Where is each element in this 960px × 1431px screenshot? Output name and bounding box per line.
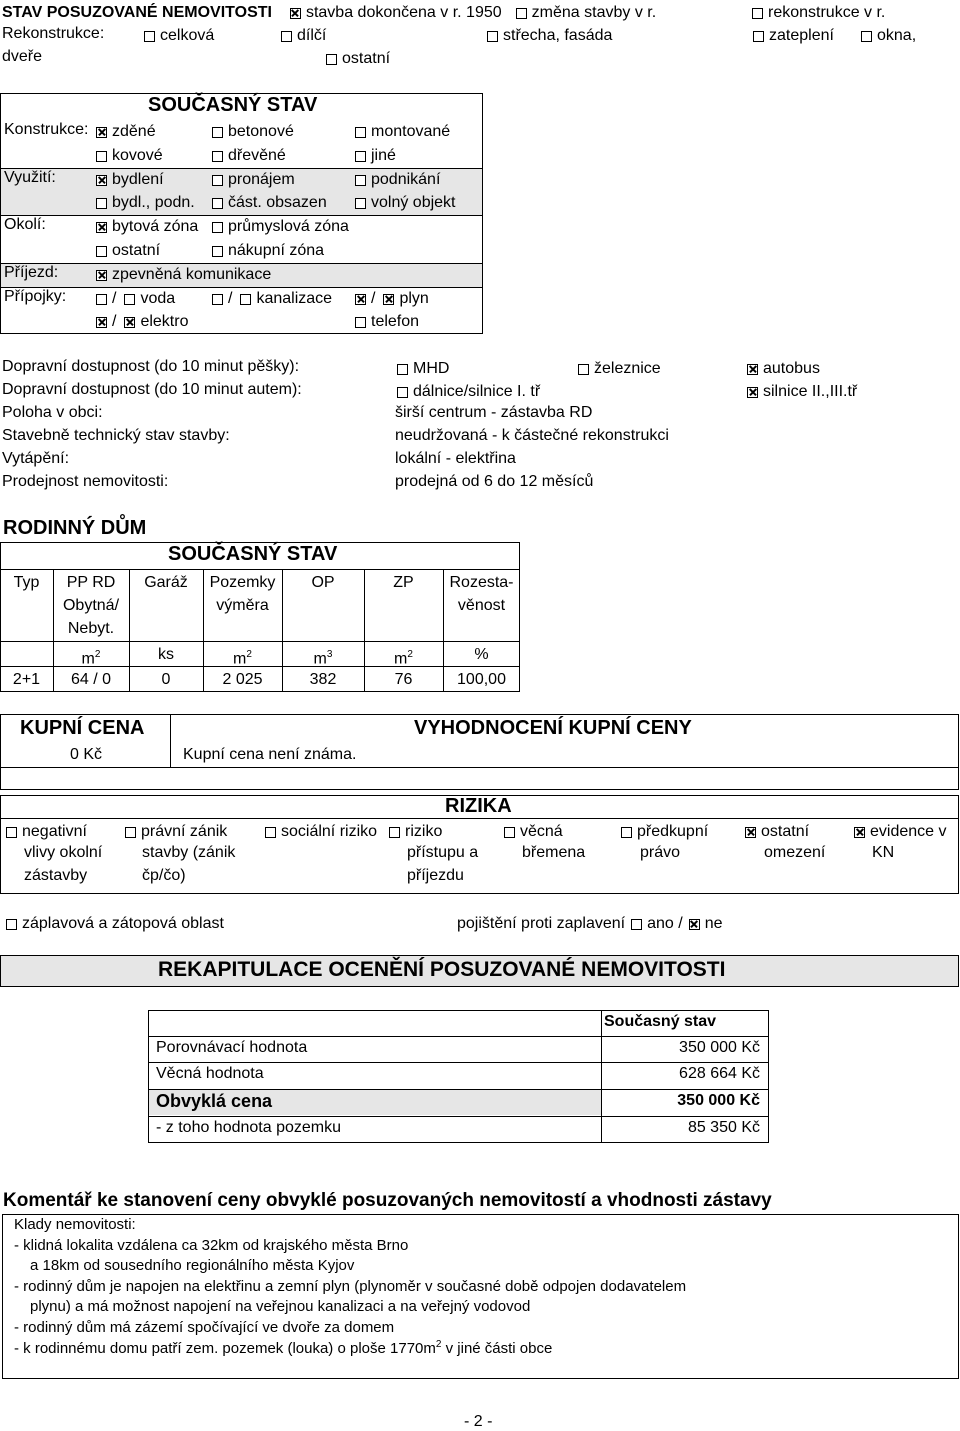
risk-vecna: [504, 821, 563, 843]
col-typ: Typ: [13, 574, 40, 591]
unit-m: m: [233, 650, 247, 668]
unit-m: m: [313, 650, 327, 668]
opt-volny: [355, 192, 456, 214]
col-roz-2: věnost: [457, 597, 506, 614]
unit-m: m: [81, 650, 95, 668]
col-zp: ZP: [393, 574, 414, 591]
purchase-price-value: 0 Kč: [70, 746, 103, 763]
vytapeni-value: lokální - elektřina: [395, 450, 516, 467]
comment-line: a 18km od sousedního regionálního města Kyjov: [30, 1257, 355, 1274]
autobus-label: autobus: [763, 360, 820, 377]
risk-ostatni: [745, 821, 809, 843]
risk-negativni-label-3: zástavby: [24, 867, 88, 884]
checkbox-risk-ostatni[interactable]: [745, 827, 756, 838]
col-pprd-2: Obytná/: [62, 597, 120, 614]
comment-line: Klady nemovitosti:: [14, 1216, 136, 1233]
unit-m2-pozemky: [203, 643, 282, 670]
unit-pct: %: [474, 646, 489, 663]
dilci-label: dílčí: [297, 27, 327, 44]
opt-autobus: [747, 358, 820, 380]
risk-negativni-label-2: vlivy okolní: [24, 844, 103, 861]
access-car-label: Dopravní dostupnost (do 10 minut autem):: [2, 381, 302, 398]
zpevnena-label: zpevněná komunikace: [112, 266, 272, 283]
checkbox-risk-negativni[interactable]: [6, 827, 17, 838]
volny-label: volný objekt: [371, 194, 456, 211]
col-pozemky-1: Pozemky: [209, 574, 276, 591]
prumyslova-label: průmyslová zóna: [228, 218, 349, 235]
insurance-label: pojištění proti zaplavení: [457, 915, 626, 932]
checkbox-risk-evidence[interactable]: [854, 827, 865, 838]
checkbox-zdene[interactable]: [96, 127, 107, 138]
checkbox-voda-2[interactable]: [124, 294, 135, 305]
okoli-label: Okolí:: [4, 216, 46, 233]
val-roz: 100,00: [457, 671, 506, 688]
checkbox-silnice[interactable]: [747, 387, 758, 398]
checkbox-recon-year[interactable]: [752, 8, 763, 19]
unit-m: m: [394, 650, 408, 668]
recap-row-value: 628 664 Kč: [679, 1065, 760, 1082]
val-garaz: 0: [161, 671, 171, 688]
opt-pronajem: [212, 169, 295, 191]
risk-pravni: [125, 821, 227, 843]
divider: [0, 818, 959, 819]
recap-row-label: - z toho hodnota pozemku: [156, 1119, 342, 1136]
opt-prumyslova: [212, 216, 349, 238]
dvere-label: dveře: [2, 48, 43, 65]
val-pozemky: 2 025: [222, 671, 263, 688]
recon-strecha: [487, 25, 612, 47]
checkbox-built[interactable]: [290, 8, 301, 19]
poloha-label: Poloha v obci:: [2, 404, 103, 421]
bytova-label: bytová zóna: [112, 218, 199, 235]
opt-betonove: [212, 121, 294, 143]
comment-line: plynu) a má možnost napojení na veřejnou kanalizaci a na veřejný vodovod: [30, 1298, 531, 1315]
val-op: 382: [309, 671, 337, 688]
checkbox-autobus[interactable]: [747, 364, 758, 375]
opt-jine: [355, 145, 396, 167]
checkbox-insurance-ano[interactable]: [631, 919, 642, 930]
recon-zatepleni: [753, 25, 834, 47]
risk-pristup: [389, 821, 442, 843]
checkbox-kanal-2[interactable]: [240, 294, 251, 305]
recon-year-label: rekonstrukce v r.: [768, 4, 886, 21]
checkbox-okoli-ostatni[interactable]: [96, 246, 107, 257]
zdene-label: zděné: [112, 123, 156, 140]
val-pprd: 64 / 0: [70, 671, 112, 688]
pronajem-label: pronájem: [228, 171, 295, 188]
slash: /: [371, 290, 376, 307]
recon-ostatni: [326, 48, 390, 70]
flood-insurance: [457, 913, 723, 935]
recon-year-option: [752, 2, 885, 24]
comment-line: - klidná lokalita vzdálena ca 32km od krajského města Brno: [14, 1237, 409, 1254]
unit-m2-pprd: [53, 643, 129, 670]
opt-podnikani: [355, 169, 440, 191]
checkbox-bydleni[interactable]: [96, 175, 107, 186]
comment-line: - rodinný dům má zázemí spočívající ve dvoře za domem: [14, 1319, 395, 1336]
current-state-title: SOUČASNÝ STAV: [148, 94, 318, 116]
checkbox-risk-predkupni[interactable]: [621, 827, 632, 838]
betonove-label: betonové: [228, 123, 294, 140]
checkbox-cast-obsazen[interactable]: [212, 198, 223, 209]
opt-voda: [96, 288, 175, 310]
checkbox-risk-pravni[interactable]: [125, 827, 136, 838]
comment-line: - rodinný dům je napojen na elektřinu a zemní plyn (plynoměr v současné době odpojen dodavatelem: [14, 1278, 687, 1295]
change-label: změna stavby v r.: [531, 4, 657, 21]
checkbox-zatepleni[interactable]: [753, 31, 764, 42]
checkbox-dalnice[interactable]: [397, 387, 408, 398]
house-title: RODINNÝ DŮM: [3, 517, 147, 539]
opt-nakupni: [212, 240, 324, 262]
okna-label: okna,: [877, 27, 917, 44]
risk-vecna-label: věcná: [520, 823, 563, 840]
pripojky-label: Přípojky:: [4, 288, 67, 305]
zatepleni-label: zateplení: [769, 27, 834, 44]
unit-exp: 2: [246, 649, 252, 660]
opt-kovove: [96, 145, 163, 167]
slash: /: [228, 290, 233, 307]
unit-m2-zp: [364, 643, 443, 670]
dalnice-label: dálnice/silnice I. tř: [413, 383, 541, 400]
montovane-label: montované: [371, 123, 451, 140]
opt-telefon: [355, 311, 419, 333]
checkbox-flood[interactable]: [6, 919, 17, 930]
voda-label: voda: [140, 290, 176, 307]
header-row-1: [2, 2, 656, 24]
risk-evidence-label-2: KN: [872, 844, 895, 861]
risk-socialni: [265, 821, 377, 843]
checkbox-dilci[interactable]: [281, 31, 292, 42]
prodejnost-value: prodejná od 6 do 12 měsíců: [395, 473, 594, 490]
kanalizace-label: kanalizace: [256, 290, 333, 307]
checkbox-nakupni[interactable]: [212, 246, 223, 257]
risk-pristup-label-2: přístupu a: [407, 844, 479, 861]
checkbox-celkova[interactable]: [144, 31, 155, 42]
risk-pristup-label: riziko: [405, 823, 443, 840]
risks-title: RIZIKA: [445, 795, 512, 817]
access-walk-label: Dopravní dostupnost (do 10 minut pěšky):: [2, 358, 300, 375]
checkbox-risk-socialni[interactable]: [265, 827, 276, 838]
bydleni-label: bydlení: [112, 171, 164, 188]
opt-montovane: [355, 121, 450, 143]
recap-row-value: 350 000 Kč: [679, 1039, 760, 1056]
stav-label: Stavebně technický stav stavby:: [2, 427, 230, 444]
col-roz-1: Rozesta-: [449, 574, 514, 591]
risk-pristup-label-3: příjezdu: [407, 867, 464, 884]
divider: [170, 714, 171, 767]
checkbox-strecha[interactable]: [487, 31, 498, 42]
checkbox-change[interactable]: [516, 8, 527, 19]
insurance-ano-label: ano /: [647, 915, 683, 932]
checkbox-betonove[interactable]: [212, 127, 223, 138]
divider: [0, 569, 520, 570]
opt-bydleni: [96, 169, 164, 191]
comment-text: - k rodinnému domu patří zem. pozemek (louka) o ploše 1770m: [14, 1340, 436, 1357]
vyuziti-label: Využití:: [4, 169, 56, 186]
slash: /: [112, 313, 117, 330]
comment-text: v jiné části obce: [445, 1340, 553, 1357]
silnice-label: silnice II.,III.tř: [763, 383, 858, 400]
recap-row-value: 350 000 Kč: [677, 1092, 760, 1109]
drevene-label: dřevěné: [228, 147, 286, 164]
risk-socialni-label: sociální riziko: [281, 823, 378, 840]
risk-pravni-label-3: čp/čo): [142, 867, 186, 884]
risk-evidence-label: evidence v: [870, 823, 947, 840]
opt-cast-obsazen: [212, 192, 327, 214]
checkbox-bydl-podn[interactable]: [96, 198, 107, 209]
risk-vecna-label-2: břemena: [522, 844, 586, 861]
checkbox-risk-vecna[interactable]: [504, 827, 515, 838]
divider: [0, 641, 520, 642]
checkbox-plyn-1[interactable]: [355, 294, 366, 305]
checkbox-zpevnena[interactable]: [96, 270, 107, 281]
val-zp: 76: [394, 671, 413, 688]
checkbox-voda-1[interactable]: [96, 294, 107, 305]
col-pprd-1: PP RD: [66, 574, 116, 591]
checkbox-mhd[interactable]: [397, 364, 408, 375]
divider: [0, 767, 959, 768]
konstrukce-label: Konstrukce:: [4, 121, 89, 138]
checkbox-podnikani[interactable]: [355, 175, 366, 186]
slash: /: [112, 290, 117, 307]
opt-dalnice: [397, 381, 540, 403]
vytapeni-label: Vytápění:: [2, 450, 70, 467]
flood-zone: [6, 913, 224, 935]
divider: [148, 1062, 769, 1063]
flood-label: záplavová a zátopová oblast: [22, 915, 224, 932]
checkbox-okna[interactable]: [861, 31, 872, 42]
document-title: STAV POSUZOVANÉ NEMOVITOSTI: [2, 4, 272, 21]
risk-ostatni-label-2: omezení: [764, 844, 826, 861]
risk-pravni-label-2: stavby (zánik: [142, 844, 236, 861]
checkbox-prumyslova[interactable]: [212, 222, 223, 233]
opt-bydl-podn: [96, 192, 195, 214]
col-pozemky-2: výměra: [216, 597, 269, 614]
bydl-podn-label: bydl., podn.: [112, 194, 195, 211]
kovove-label: kovové: [112, 147, 163, 164]
risk-predkupni-label: předkupní: [637, 823, 709, 840]
unit-exp: 3: [326, 649, 333, 660]
recap-row-label: Věcná hodnota: [156, 1065, 264, 1082]
recap-row-label: Porovnávací hodnota: [156, 1039, 308, 1056]
checkbox-montovane[interactable]: [355, 127, 366, 138]
recap-row-label: Obvyklá cena: [156, 1091, 273, 1111]
recap-col-header: Současný stav: [604, 1013, 717, 1030]
plyn-label: plyn: [399, 290, 429, 307]
checkbox-jine[interactable]: [355, 151, 366, 162]
price-eval-title: VYHODNOCENÍ KUPNÍ CENY: [414, 717, 692, 739]
opt-drevene: [212, 145, 286, 167]
recap-title: REKAPITULACE OCENĚNÍ POSUZOVANÉ NEMOVITOSTI: [158, 958, 726, 981]
strecha-label: střecha, fasáda: [503, 27, 613, 44]
opt-zeleznice: [578, 358, 661, 380]
comment-title: Komentář ke stanovení ceny obvyklé posuzovaných nemovitostí a vhodnosti zástavy: [3, 1190, 772, 1211]
insurance-ne-label: ne: [704, 915, 723, 932]
val-typ: 2+1: [12, 671, 41, 688]
opt-zdene: [96, 121, 156, 143]
elektro-label: elektro: [140, 313, 189, 330]
opt-okoli-ostatni: [96, 240, 160, 262]
risk-predkupni-label-2: právo: [640, 844, 681, 861]
mhd-label: MHD: [413, 360, 450, 377]
col-op: OP: [311, 574, 335, 591]
checkbox-recon-ostatni[interactable]: [326, 54, 337, 65]
page-number: - 2 -: [464, 1413, 493, 1430]
recon-dilci: [281, 25, 326, 47]
checkbox-plyn-2[interactable]: [383, 294, 394, 305]
checkbox-elektro-2[interactable]: [124, 317, 135, 328]
purchase-price-title: KUPNÍ CENA: [20, 717, 145, 739]
checkbox-volny[interactable]: [355, 198, 366, 209]
comment-sup: 2: [435, 1339, 442, 1350]
house-subtitle: SOUČASNÝ STAV: [168, 543, 338, 565]
checkbox-bytova[interactable]: [96, 222, 107, 233]
col-garaz: Garáž: [144, 574, 188, 591]
podnikani-label: podnikání: [371, 171, 441, 188]
poloha-value: širší centrum - zástavba RD: [395, 404, 593, 421]
opt-bytova: [96, 216, 198, 238]
zeleznice-label: železnice: [594, 360, 661, 377]
checkbox-telefon[interactable]: [355, 317, 366, 328]
risk-negativni-label: negativní: [22, 823, 87, 840]
col-pprd-3: Nebyt.: [67, 620, 115, 637]
comment-line: [14, 1339, 552, 1357]
checkbox-zeleznice[interactable]: [578, 364, 589, 375]
jine-label: jiné: [371, 147, 396, 164]
risk-predkupni: [621, 821, 708, 843]
opt-plyn: [355, 288, 429, 310]
checkbox-drevene[interactable]: [212, 151, 223, 162]
telefon-label: telefon: [371, 313, 420, 330]
celkova-label: celková: [160, 27, 215, 44]
purchase-price-note: Kupní cena není známa.: [183, 746, 357, 763]
checkbox-pronajem[interactable]: [212, 175, 223, 186]
unit-m3: [282, 643, 364, 670]
recon-ostatni-label: ostatní: [342, 50, 391, 67]
checkbox-kovove[interactable]: [96, 151, 107, 162]
checkbox-insurance-ne[interactable]: [689, 919, 700, 930]
recap-row-value: 85 350 Kč: [687, 1119, 760, 1136]
risk-pravni-label: právní zánik: [141, 823, 228, 840]
recon-label: Rekonstrukce:: [2, 25, 105, 42]
risk-ostatni-label: ostatní: [761, 823, 810, 840]
prijezd-label: Příjezd:: [4, 264, 59, 281]
checkbox-kanal-1[interactable]: [212, 294, 223, 305]
opt-zpevnena: [96, 264, 271, 286]
opt-elektro: [96, 311, 188, 333]
unit-ks: ks: [158, 646, 174, 663]
unit-exp: 2: [94, 649, 101, 660]
built-label: stavba dokončena v r. 1950: [305, 4, 502, 21]
risk-evidence: [854, 821, 947, 843]
prodejnost-label: Prodejnost nemovitosti:: [2, 473, 169, 490]
opt-mhd: [397, 358, 449, 380]
risk-negativni: [6, 821, 87, 843]
recon-celkova: [144, 25, 214, 47]
opt-silnice: [747, 381, 857, 403]
okoli-ostatni-label: ostatní: [112, 242, 161, 259]
divider: [148, 1116, 769, 1117]
divider: [601, 1010, 602, 1143]
cast-obsazen-label: část. obsazen: [228, 194, 327, 211]
nakupni-label: nákupní zóna: [228, 242, 325, 259]
recon-okna: [861, 25, 916, 47]
checkbox-elektro-1[interactable]: [96, 317, 107, 328]
unit-exp: 2: [407, 649, 413, 660]
checkbox-risk-pristup[interactable]: [389, 827, 400, 838]
opt-kanalizace: [212, 288, 332, 310]
stav-value: neudržovaná - k částečné rekonstrukci: [395, 427, 669, 444]
divider: [148, 1036, 769, 1037]
